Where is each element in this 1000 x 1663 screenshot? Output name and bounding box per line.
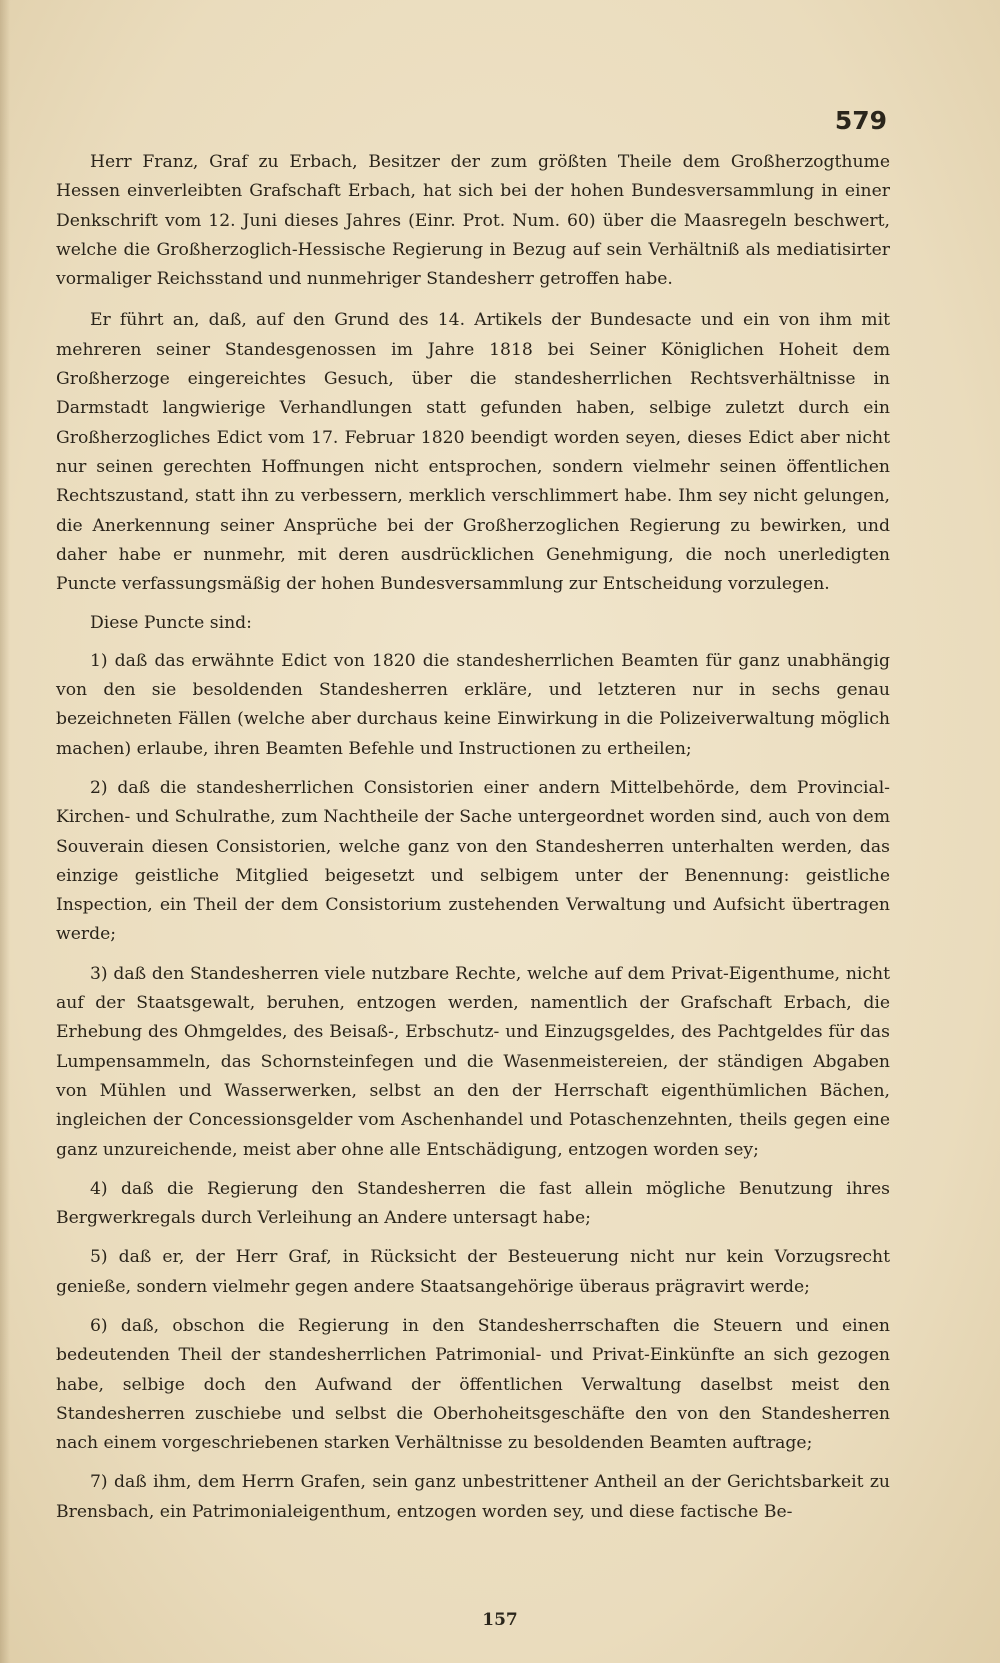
paragraph-point-6: 6) daß, obschon die Regierung in den Standesherrschaften die Steuern und einen bedeutenden Theil der standesherrlichen Patrimonial- und Privat-Einkünfte an sich gezogen habe, selbige doch den Aufwand der öffentlichen Verwaltung daselbst meist den Standesherren zuschiebe und selbst die Oberhoheitsgeschäfte den von den Standesherren nach einem vorgeschriebenen starken Verhältnisse zu besoldenden Beamten auftrage; (56, 1315, 890, 1454)
paragraph-point-4: 4) daß die Regierung den Standesherren die fast allein mögliche Benutzung ihres Bergwerkregals durch Verleihung an Andere untersagt habe; (56, 1178, 890, 1229)
paragraph-claim: Er führt an, daß, auf den Grund des 14. Artikels der Bundesacte und ein von ihm mit mehreren seiner Standesgenossen im Jahre 1818 bei Seiner Königlichen Hoheit dem Großherzoge eingereichtes Gesuch, über die standesherrlichen Rechtsverhältnisse in Darmstadt langwierige Verhandlungen statt gefunden haben, selbige zuletzt durch ein Großherzogliches Edict vom 17. Februar 1820 beendigt worden seyen, dieses Edict aber nicht nur seinen gerechten Hoffnungen nicht entsprochen, sondern vielmehr seinen öffentlichen Rechtszustand, statt ihn zu verbessern, merklich verschlimmert habe. Ihm sey nicht gelungen, die Anerkennung seiner Ansprüche bei der Großherzoglichen Regierung zu bewirken, und daher habe er nunmehr, mit deren ausdrücklichen Genehmigung, die noch unerledigten Puncte verfassungsmäßig der hohen Bundesversammlung zur Entscheidung vorzulegen. (56, 310, 890, 595)
paragraph-point-2: 2) daß die standesherrlichen Consistorien einer andern Mittelbehörde, dem Provincial-Kirchen- und Schulrathe, zum Nachtheile der Sache untergeordnet worden sind, auch von dem Souverain diesen Consistorien, welche ganz von den Standesherren unterhalten werden, das einzige geistliche Mitglied beigesetzt und selbigem unter der Benennung: geistliche Inspection, ein Theil der dem Consistorium zustehenden Verwaltung und Aufsicht übertragen werde; (56, 777, 890, 945)
paragraph-points-heading: Diese Puncte sind: (90, 613, 252, 634)
paragraph-point-3: 3) daß den Standesherren viele nutzbare Rechte, welche auf dem Privat-Eigenthume, nicht auf der Staatsgewalt, beruhen, entzogen werden, namentlich der Grafschaft Erbach, die Erhebung des Ohmgeldes, des Beisaß-, Erbschutz- und Einzugsgeldes, des Pachtgeldes für das Lumpensammeln, das Schornsteinfegen und die Wasenmeistereien, der ständigen Abgaben von Mühlen und Wasserwerken, selbst an den der Herrschaft eigenthümlichen Bächen, ingleichen der Concessionsgelder vom Aschenhandel und Potaschenzehnten, theils gegen eine ganz unzureichende, meist aber ohne alle Entschädigung, entzogen worden sey; (56, 963, 890, 1160)
paragraph-point-1: 1) daß das erwähnte Edict von 1820 die standesherrlichen Beamten für ganz unabhängig von den sie besoldenden Standesherren erkläre, und letzteren nur in sechs genau bezeichneten Fällen (welche aber durchaus keine Einwirkung in die Polizeiverwaltung möglich machen) erlaube, ihren Beamten Befehle und Instructionen zu ertheilen; (56, 650, 890, 759)
page-number: 579 (834, 106, 887, 135)
paragraph-point-7: 7) daß ihm, dem Herrn Grafen, sein ganz unbestrittener Antheil an der Gerichtsbarkeit zu Brensbach, ein Patrimonialeigenthum, entzogen worden sey, und diese factische Be- (56, 1472, 890, 1522)
body-text (56, 148, 890, 1537)
page-edge-shadow (0, 0, 10, 1663)
paragraph-intro: Herr Franz, Graf zu Erbach, Besitzer der zum größten Theile dem Großherzogthume Hessen einverleibten Grafschaft Erbach, hat sich bei der hohen Bundesversammlung in einer Denkschrift vom 12. Juni dieses Jahres (Einr. Prot. Num. 60) über die Maasregeln beschwert, welche die Großherzoglich-Hessische Regierung in Bezug auf sein Verhältniß als mediatisirter vormaliger Reichsstand und nunmehriger Standesherr getroffen habe. (56, 152, 890, 290)
signature-mark: 157 (482, 1610, 518, 1630)
paragraph-point-5: 5) daß er, der Herr Graf, in Rücksicht der Besteuerung nicht nur kein Vorzugsrecht genieße, sondern vielmehr gegen andere Staatsangehörige überaus prägravirt werde; (56, 1247, 890, 1297)
